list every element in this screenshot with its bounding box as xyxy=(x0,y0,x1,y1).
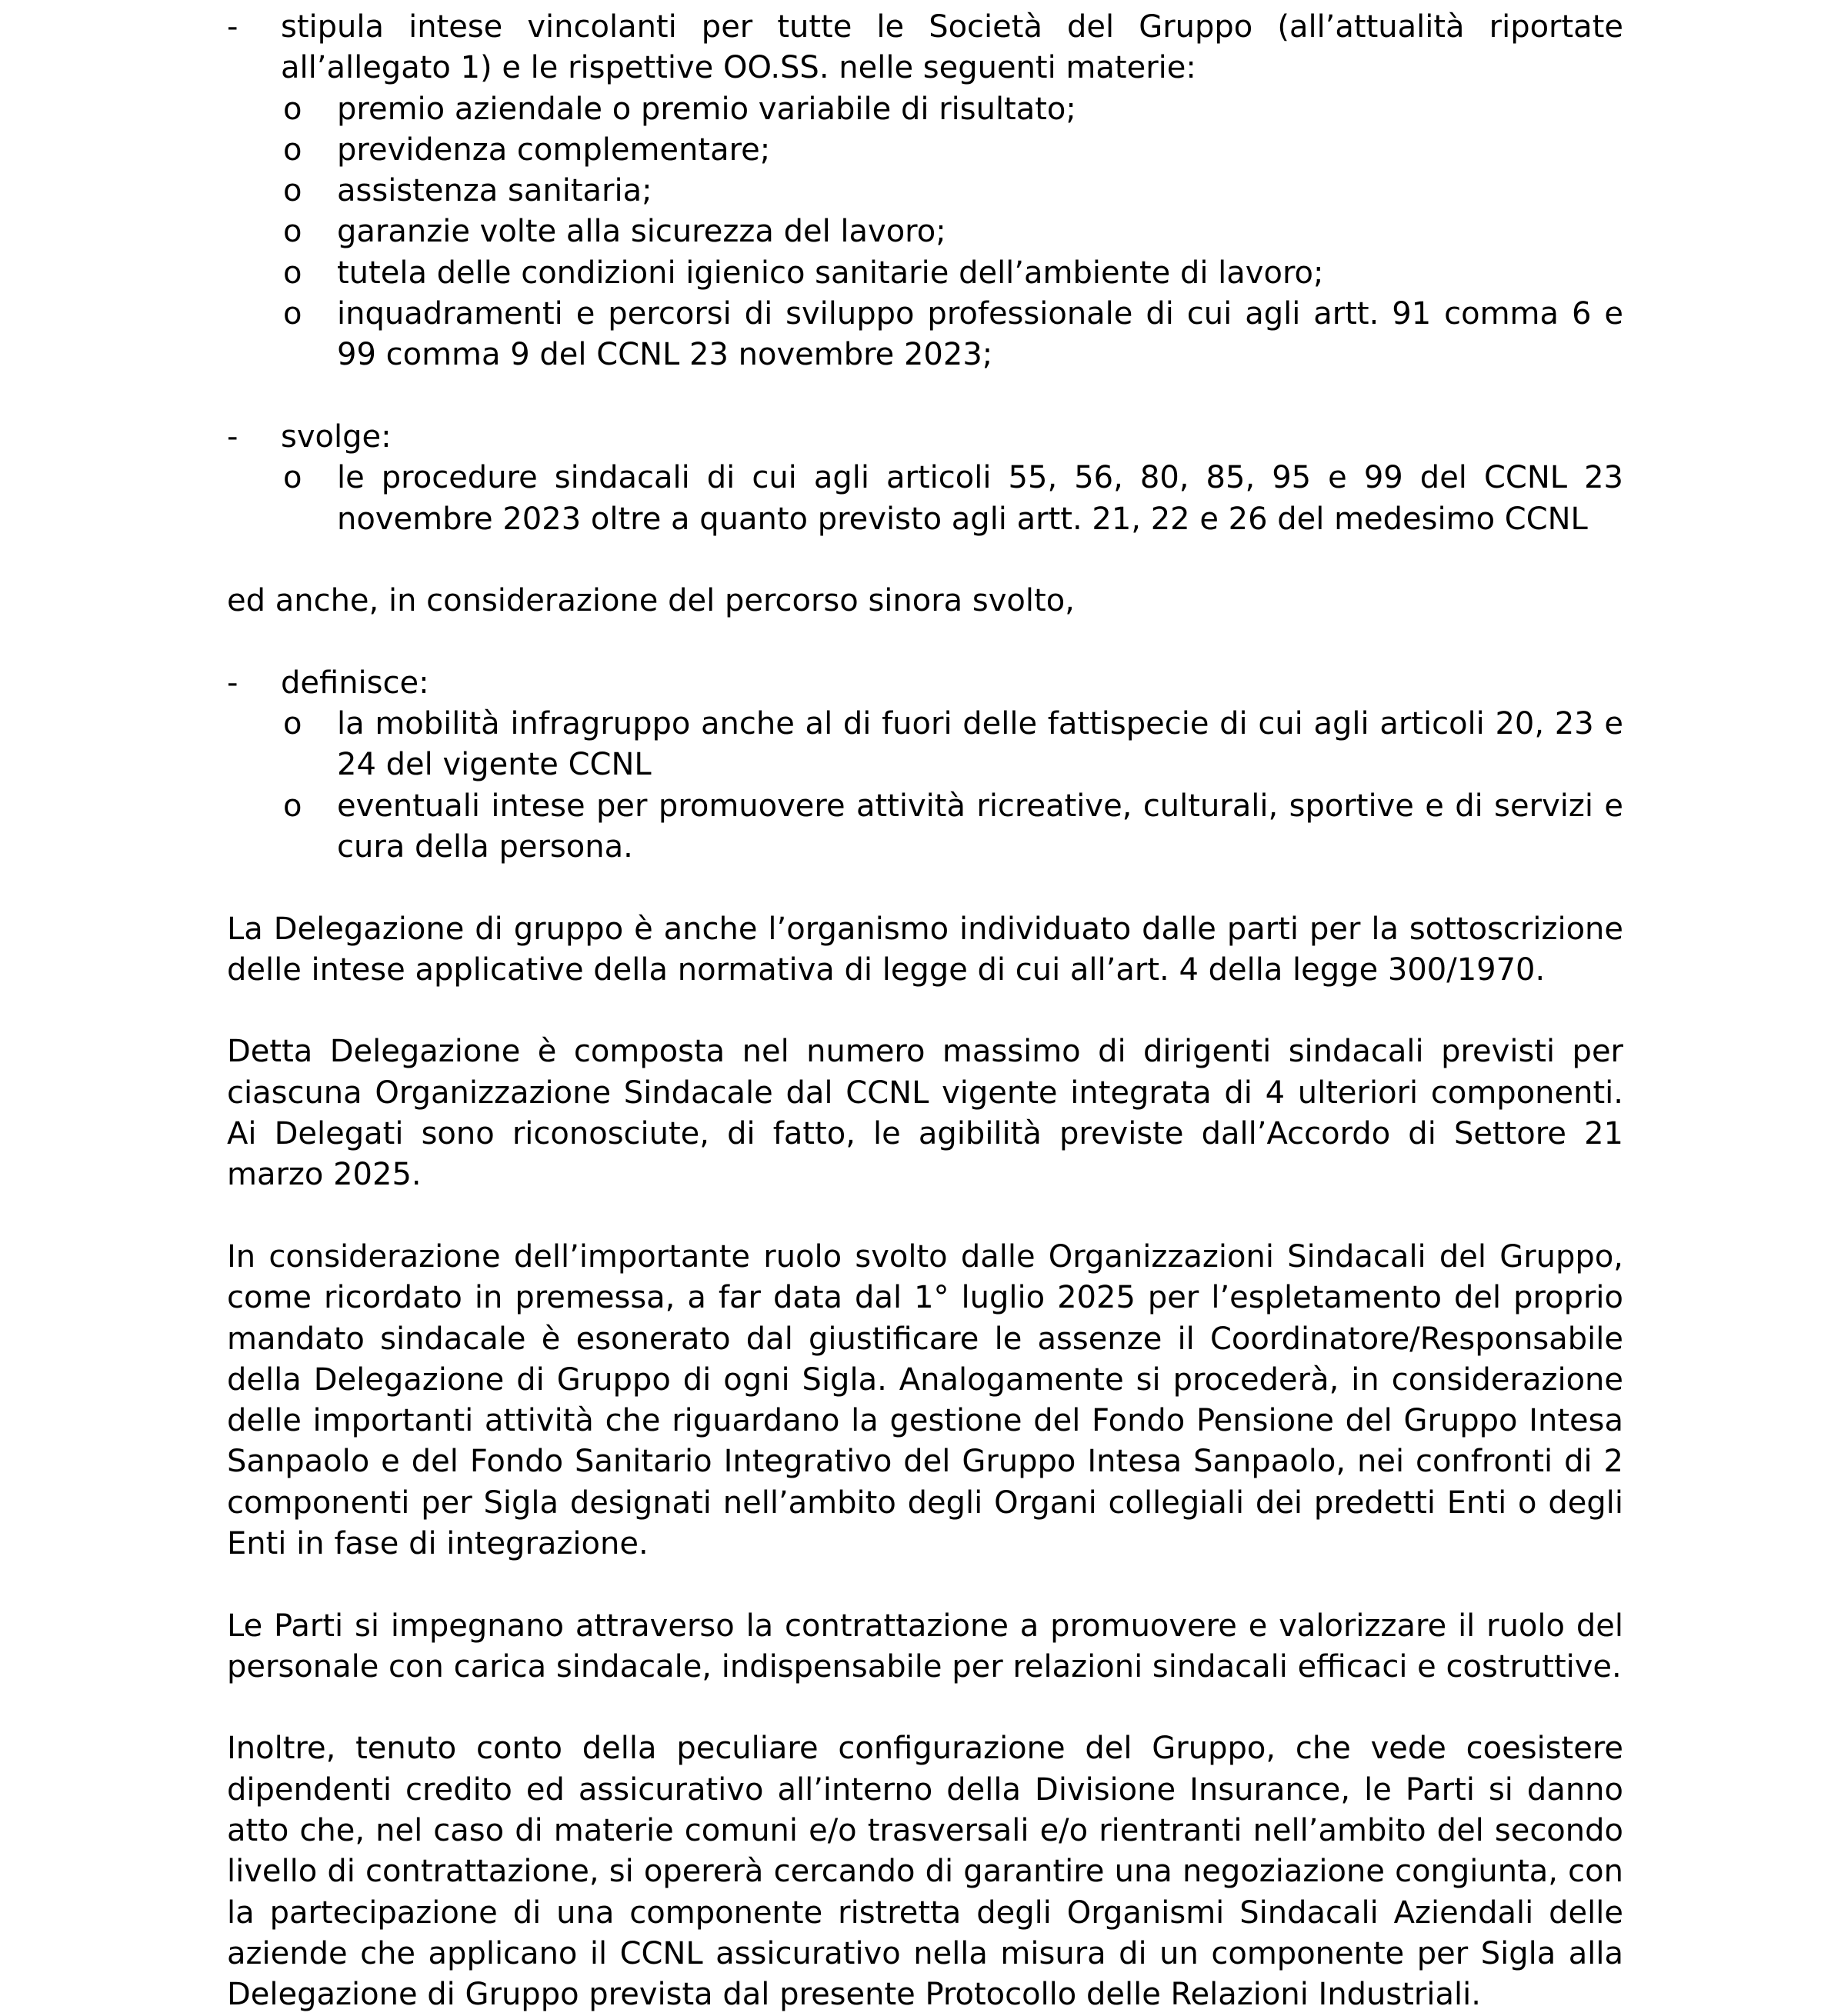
document-page xyxy=(227,7,1623,2016)
stipula-list xyxy=(283,89,1623,376)
spacer xyxy=(227,376,1623,417)
list-item-text: assistenza sanitaria; xyxy=(337,173,652,209)
dash-item-svolge xyxy=(227,417,1623,458)
circle-bullet-marker: o xyxy=(283,255,302,291)
paragraph: La Delegazione di gruppo è anche l’organismo individuato dalle parti per la sottoscrizione delle intese applicative della normativa di legge di cui all’art. 4 della legge 300/1970. xyxy=(227,911,1623,988)
spacer xyxy=(227,991,1623,1031)
list-item-text: inquadramenti e percorsi di sviluppo professionale di cui agli artt. 91 comma 6 e 99 comma 9 del CCNL 23 novembre 2023; xyxy=(337,296,1623,373)
dash-item-definisce xyxy=(227,663,1623,704)
circle-bullet-marker: o xyxy=(283,296,302,332)
list-item xyxy=(283,253,1623,294)
circle-bullet-marker: o xyxy=(283,173,302,209)
list-item xyxy=(283,458,1623,540)
spacer xyxy=(227,621,1623,662)
circle-bullet-marker: o xyxy=(283,788,302,824)
paragraph: Le Parti si impegnano attraverso la contrattazione a promuovere e valorizzare il ruolo del personale con carica sindacale, indispensabile per relazioni sindacali efficaci e costruttive. xyxy=(227,1608,1623,1684)
list-item-text: previdenza complementare; xyxy=(337,132,771,168)
list-item xyxy=(283,89,1623,130)
list-item xyxy=(283,171,1623,212)
circle-bullet-marker: o xyxy=(283,132,302,168)
list-item-text: premio aziendale o premio variabile di risultato; xyxy=(337,91,1076,127)
spacer xyxy=(227,868,1623,908)
spacer xyxy=(227,540,1623,581)
circle-bullet-marker: o xyxy=(283,706,302,742)
paragraph: Detta Delegazione è composta nel numero massimo di dirigenti sindacali previsti per ciascuna Organizzazione Sindacale dal CCNL vigente integrata di 4 ulteriori componenti. Ai Delegati sono riconosciute, di fatto, le agibilità previste dall’Accordo di Settore 21 marzo 2025. xyxy=(227,1034,1623,1193)
intro-anche-text: ed anche, in considerazione del percorso sinora svolto, xyxy=(227,583,1075,619)
spacer xyxy=(227,1196,1623,1237)
dash-marker: - xyxy=(227,9,238,45)
definisce-text: definisce: xyxy=(281,665,429,701)
definisce-list xyxy=(283,704,1623,868)
spacer xyxy=(227,1564,1623,1605)
list-item xyxy=(283,786,1623,868)
circle-bullet-marker: o xyxy=(283,460,302,496)
list-item xyxy=(283,130,1623,171)
list-item-text: le procedure sindacali di cui agli articoli 55, 56, 80, 85, 95 e 99 del CCNL 23 novembre 2023 oltre a quanto previsto agli artt. 21, 22 e 26 del medesimo CCNL xyxy=(337,460,1623,537)
list-item-text: la mobilità infragruppo anche al di fuori delle fattispecie di cui agli articoli 20, 23 e 24 del vigente CCNL xyxy=(337,706,1623,783)
list-item-text: eventuali intese per promuovere attività ricreative, culturali, sportive e di servizi e cura della persona. xyxy=(337,788,1623,865)
dash-item-stipula xyxy=(227,7,1623,89)
stipula-text: stipula intese vincolanti per tutte le Società del Gruppo (all’attualità riportate all’allegato 1) e le rispettive OO.SS. nelle seguenti materie: xyxy=(281,9,1623,86)
list-item-text: tutela delle condizioni igienico sanitarie dell’ambiente di lavoro; xyxy=(337,255,1324,291)
paragraph: Inoltre, tenuto conto della peculiare configurazione del Gruppo, che vede coesistere dipendenti credito ed assicurativo all’interno della Divisione Insurance, le Parti si danno atto che, nel caso di materie comuni e/o trasversali e/o rientranti nell’ambito del secondo livello di contrattazione, si opererà cercando di garantire una negoziazione congiunta, con la partecipazione di una componente ristretta degli Organismi Sindacali Aziendali delle aziende che applicano il CCNL assicurativo nella misura di un componente per Sigla alla Delegazione di Gruppo prevista dal presente Protocollo delle Relazioni Industriali. xyxy=(227,1731,1623,2013)
paragraph: In considerazione dell’importante ruolo svolto dalle Organizzazioni Sindacali del Gruppo, come ricordato in premessa, a far data dal 1° luglio 2025 per l’espletamento del proprio mandato sindacale è esonerato dal giustificare le assenze il Coordinatore/Responsabile della Delegazione di Gruppo di ogni Sigla. Analogamente si procederà, in considerazione delle importanti attività che riguardano la gestione del Fondo Pensione del Gruppo Intesa Sanpaolo e del Fondo Sanitario Integrativo del Gruppo Intesa Sanpaolo, nei confronti di 2 componenti per Sigla designati nell’ambito degli Organi collegiali dei predetti Enti o degli Enti in fase di integrazione. xyxy=(227,1238,1623,1561)
circle-bullet-marker: o xyxy=(283,214,302,250)
svolge-text: svolge: xyxy=(281,418,392,455)
svolge-list xyxy=(283,458,1623,540)
dash-marker: - xyxy=(227,665,238,701)
spacer xyxy=(227,1688,1623,1728)
list-item-text: garanzie volte alla sicurezza del lavoro; xyxy=(337,214,946,250)
list-item xyxy=(283,212,1623,252)
dash-marker: - xyxy=(227,418,238,455)
circle-bullet-marker: o xyxy=(283,91,302,127)
list-item xyxy=(283,704,1623,786)
list-item xyxy=(283,294,1623,376)
